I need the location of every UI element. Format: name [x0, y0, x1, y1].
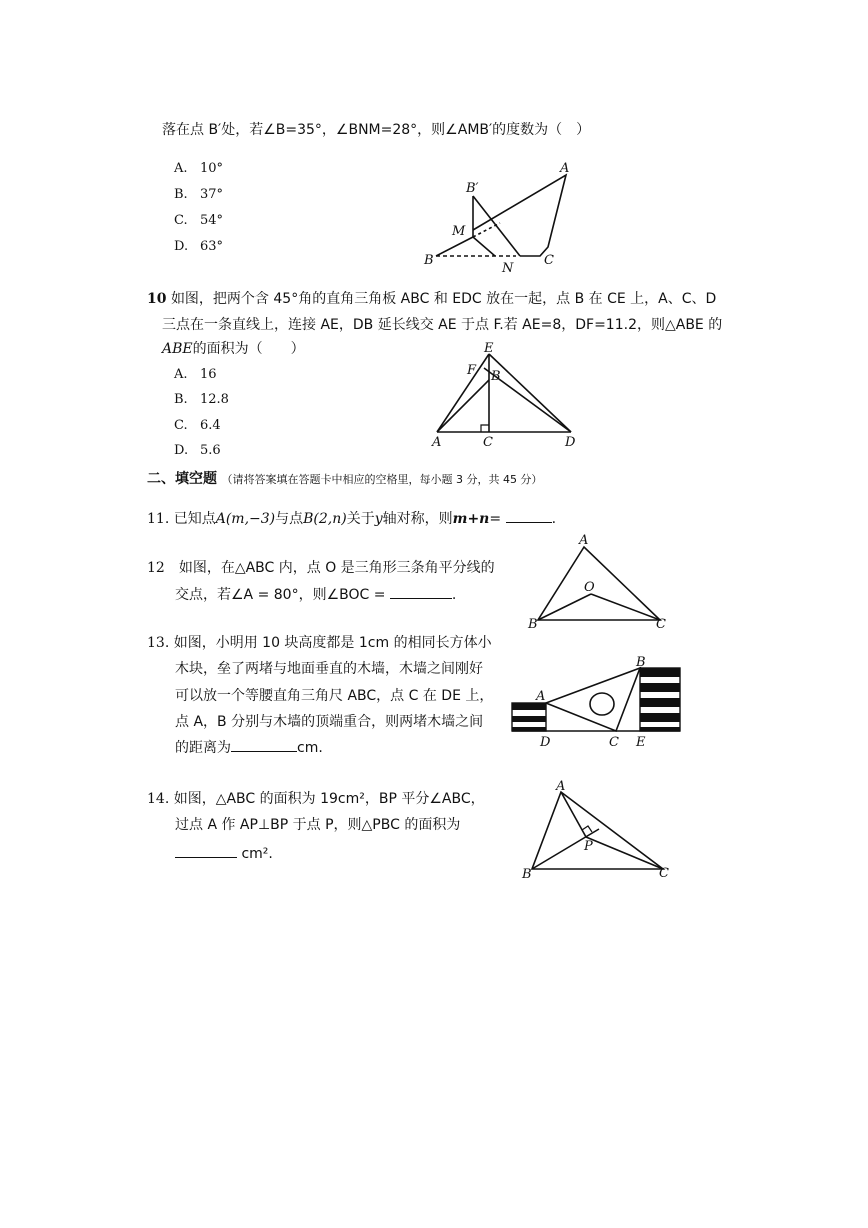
- q14-label-c: C: [659, 866, 669, 881]
- q14-line2: 过点 A 作 AP⊥BP 于点 P，则△PBC 的面积为: [175, 817, 461, 833]
- q13-line4: 点 A，B 分别与木墙的顶端重合，则两堵木墙之间: [175, 714, 484, 730]
- q13-label-c: C: [609, 735, 619, 750]
- q14-label-a: A: [556, 779, 566, 794]
- q13-line3: 可以放一个等腰直角三角尺 ABC，点 C 在 DE 上，: [175, 688, 494, 704]
- q10-option-c: C. 6.4: [174, 418, 221, 433]
- q13-line5: 的距离为 cm.: [175, 737, 323, 758]
- q12-line2: 交点，若∠A = 80°，则∠BOC = .: [175, 584, 456, 605]
- q12-label-o: O: [584, 580, 595, 595]
- q12-line1: 12 如图，在△ABC 内，点 O 是三角形三条角平分线的: [147, 560, 495, 576]
- q12-label-b: B: [528, 617, 538, 632]
- q9-label-m: M: [452, 224, 466, 239]
- q9-option-a: A. 10°: [174, 161, 224, 176]
- q10-label-a: A: [432, 435, 442, 450]
- q10-label-b: B: [491, 369, 501, 384]
- q13-label-d: D: [540, 735, 551, 750]
- q14-line1: 14. 如图，△ABC 的面积为 19cm²，BP 平分∠ABC，: [147, 791, 485, 807]
- q10-line2: 三点在一条直线上，连接 AE，DB 延长线交 AE 于点 F.若 AE=8，DF=11.2，则△ABE 的: [162, 317, 723, 333]
- q9-label-c: C: [544, 253, 554, 268]
- q13-label-b: B: [636, 655, 646, 670]
- q12-label-c: C: [656, 617, 666, 632]
- q9-label-b-prime: B′: [466, 181, 479, 196]
- q9-option-b: B. 37°: [174, 187, 224, 202]
- q10-label-d: D: [565, 435, 576, 450]
- q12-label-a: A: [579, 533, 589, 548]
- q11-text: 11. 已知点A(m,−3)与点B(2,n)关于y轴对称，则m+n= .: [147, 508, 556, 529]
- q9-option-c: C. 54°: [174, 213, 224, 228]
- q10-label-c: C: [483, 435, 493, 450]
- q14-label-b: B: [522, 867, 532, 882]
- q10-option-a: A. 16: [174, 367, 217, 382]
- q13-line1: 13. 如图，小明用 10 块高度都是 1cm 的相同长方体小: [147, 635, 492, 651]
- q14-line3: cm².: [175, 843, 273, 864]
- section2-heading: 二、填空题 （请将答案填在答题卡中相应的空格里，每小题 3 分，共 45 分）: [147, 471, 543, 487]
- q9-label-n: N: [502, 261, 514, 276]
- q10-label-f: F: [467, 363, 477, 378]
- q13-label-a: A: [536, 689, 546, 704]
- q10-option-b: B. 12.8: [174, 392, 229, 407]
- q9-label-a: A: [560, 161, 570, 176]
- q13-label-e: E: [636, 735, 646, 750]
- q9-stem: 落在点 B′处，若∠B=35°，∠BNM=28°，则∠AMB′的度数为（ ）: [162, 122, 591, 138]
- q14-label-p: P: [584, 839, 593, 854]
- q10-line1: 10 如图，把两个含 45°角的直角三角板 ABC 和 EDC 放在一起，点 B 在 CE 上，A、C、D: [147, 291, 717, 307]
- q13-line2: 木块，垒了两堵与地面垂直的木墙，木墙之间刚好: [175, 661, 483, 677]
- q9-label-b: B: [424, 253, 434, 268]
- q10-line3: ABE的面积为（ ）: [162, 341, 305, 357]
- q10-label-e: E: [484, 341, 494, 356]
- q10-option-d: D. 5.6: [174, 443, 221, 458]
- q9-option-d: D. 63°: [174, 239, 224, 254]
